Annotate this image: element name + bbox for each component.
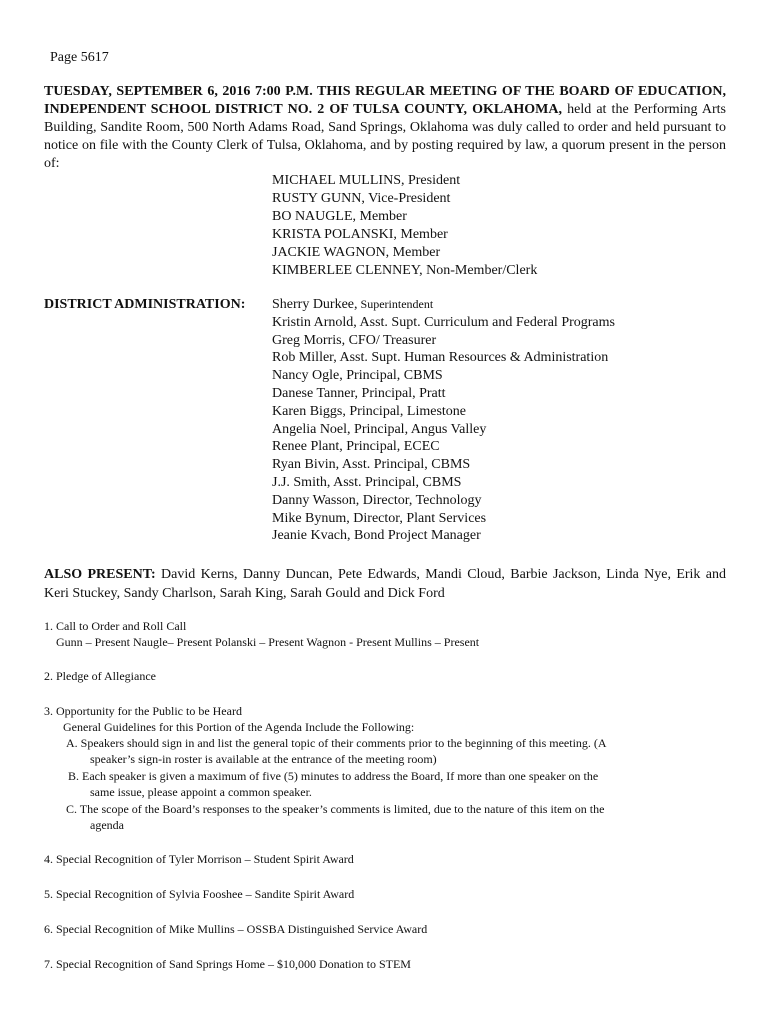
administrator: Ryan Bivin, Asst. Principal, CBMS (272, 457, 471, 473)
administrator: Greg Morris, CFO/ Treasurer (272, 332, 437, 348)
administrator: Karen Biggs, Principal, Limestone (272, 403, 467, 419)
agenda-item-7: 7. Special Recognition of Sand Springs Home – $10,000 Donation to STEM (44, 957, 411, 971)
district-administration-list (272, 296, 615, 545)
guideline-b: B. Each speaker is given a maximum of five (5) minutes to address the Board, If more than one speaker on the (68, 769, 599, 783)
page-number: Page 5617 (50, 50, 109, 65)
board-member: KRISTA POLANSKI, Member (272, 227, 448, 242)
also-present-label: ALSO PRESENT: (44, 567, 156, 582)
also-present-paragraph (44, 565, 726, 603)
administrator-name: Sherry Durkee, (272, 297, 358, 312)
administrator: Nancy Ogle, Principal, CBMS (272, 368, 443, 384)
agenda-item-6: 6. Special Recognition of Mike Mullins – OSSBA Distinguished Service Award (44, 922, 428, 936)
administrator: Danese Tanner, Principal, Pratt (272, 385, 446, 401)
administrator: J.J. Smith, Asst. Principal, CBMS (272, 474, 462, 490)
administrator: Rob Miller, Asst. Supt. Human Resources & Administration (272, 350, 609, 366)
meeting-intro-paragraph (44, 83, 726, 173)
meeting-heading: TUESDAY, SEPTEMBER 6, 2016 7:00 P.M. THIS REGULAR MEETING OF THE BOARD OF EDUCATION, INDEPENDENT SCHOOL DISTRICT NO. 2 OF TULSA COUNTY, OKLAHOMA, (44, 84, 726, 117)
guideline-a-continued: speaker’s sign-in roster is available at the entrance of the meeting room) (90, 752, 437, 766)
guideline-c-continued: agenda (90, 818, 124, 832)
guideline-c: C. The scope of the Board’s responses to the speaker’s comments is limited, due to the nature of this item on the (66, 802, 605, 816)
meeting-intro-text: held at the Performing Arts Building, Sandite Room, 500 North Adams Road, Sand Springs, Oklahoma was duly called to order and held pursuant to notice on file with the County Clerk of Tulsa, Oklahoma, and by posting required by law, a quorum present in the person of: (44, 102, 726, 171)
board-member: JACKIE WAGNON, Member (272, 245, 441, 260)
administrator: Angelia Noel, Principal, Angus Valley (272, 421, 487, 437)
board-member: BO NAUGLE, Member (272, 209, 407, 224)
agenda-item-1: 1. Call to Order and Roll Call (44, 619, 187, 633)
board-member: KIMBERLEE CLENNEY, Non-Member/Clerk (272, 263, 538, 278)
agenda-item-3: 3. Opportunity for the Public to be Heard (44, 704, 242, 718)
guideline-b-continued: same issue, please appoint a common speaker. (90, 785, 312, 799)
also-present-names: David Kerns, Danny Duncan, Pete Edwards, Mandi Cloud, Barbie Jackson, Linda Nye, Erik and Keri Stuckey, Sandy Charlson, Sarah King, Sarah Gould and Dick Ford (44, 567, 726, 601)
administrator: Kristin Arnold, Asst. Supt. Curriculum and Federal Programs (272, 314, 615, 330)
board-member: RUSTY GUNN, Vice-President (272, 191, 451, 206)
administrator: Jeanie Kvach, Bond Project Manager (272, 528, 481, 544)
administrator: Danny Wasson, Director, Technology (272, 492, 482, 508)
agenda-item-2: 2. Pledge of Allegiance (44, 669, 156, 683)
agenda-item-4: 4. Special Recognition of Tyler Morrison – Student Spirit Award (44, 852, 354, 866)
agenda-item-5: 5. Special Recognition of Sylvia Fooshee – Sandite Spirit Award (44, 887, 355, 901)
district-administration-heading: DISTRICT ADMINISTRATION: (44, 297, 246, 312)
administrator: Renee Plant, Principal, ECEC (272, 439, 440, 455)
guidelines-intro: General Guidelines for this Portion of the Agenda Include the Following: (63, 720, 415, 734)
board-members-list (272, 172, 537, 280)
administrator: Mike Bynum, Director, Plant Services (272, 510, 487, 526)
guideline-a: A. Speakers should sign in and list the general topic of their comments prior to the beginning of this meeting. (A (66, 736, 607, 750)
administrator (272, 296, 615, 314)
board-member: MICHAEL MULLINS, President (272, 173, 461, 188)
administrator-title: Superintendent (357, 297, 434, 311)
roll-call-results: Gunn – Present Naugle– Present Polanski – Present Wagnon - Present Mullins – Present (56, 635, 480, 649)
